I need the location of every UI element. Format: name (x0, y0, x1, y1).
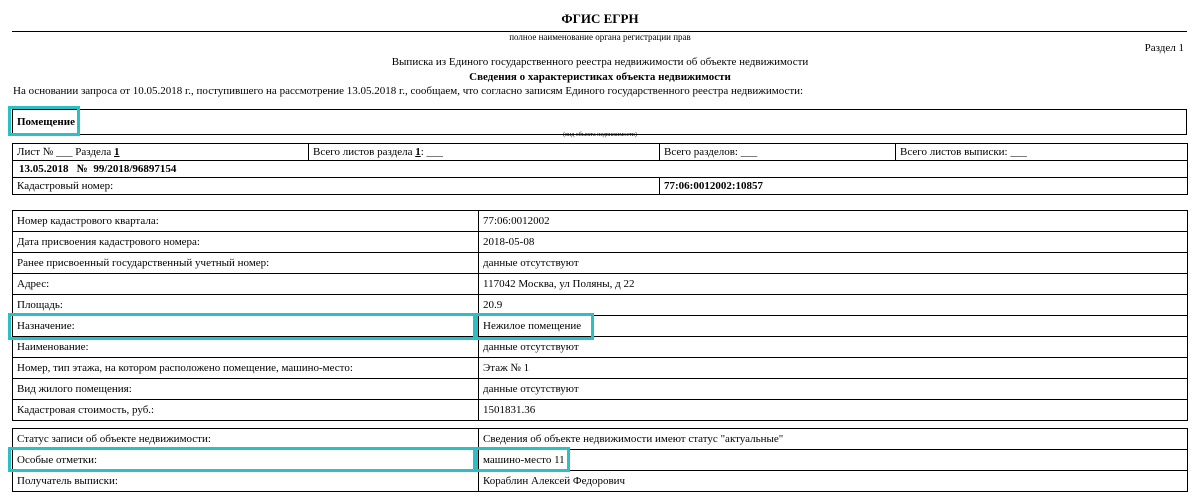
row-value: 20.9 (479, 295, 1188, 316)
row-label: Адрес: (13, 274, 479, 295)
row-label: Дата присвоения кадастрового номера: (13, 232, 479, 253)
org-name: ФГИС ЕГРН (561, 11, 639, 26)
row-label: Наименование: (13, 337, 479, 358)
row-label: Номер кадастрового квартала: (13, 211, 479, 232)
row-value: данные отсутствуют (479, 379, 1188, 400)
total-sheets-extract-cell: Всего листов выписки: ___ (896, 144, 1188, 161)
row-value: Этаж № 1 (479, 358, 1188, 379)
date-number-cell: 13.05.2018 № 99/2018/96897154 (13, 161, 1188, 178)
total-sheets-section-cell: Всего листов раздела 1: ___ (309, 144, 660, 161)
row-value: Нежилое помещение (479, 316, 1188, 337)
row-value: данные отсутствуют (479, 253, 1188, 274)
row-value: 2018-05-08 (479, 232, 1188, 253)
row-label: Ранее присвоенный государственный учетный номер: (13, 253, 479, 274)
row-label: Назначение: (13, 316, 479, 337)
highlight-special-notes-label (8, 447, 476, 472)
highlight-purpose-label (8, 313, 476, 340)
row-label: Кадастровая стоимость, руб.: (13, 400, 479, 421)
sheet-number-cell: Лист № ___ Раздела 1 (13, 144, 309, 161)
total-sections-cell: Всего разделов: ___ (660, 144, 896, 161)
row-value: 117042 Москва, ул Поляны, д 22 (479, 274, 1188, 295)
cadastral-value: 77:06:0012002:10857 (660, 178, 1188, 195)
object-type: Помещение (17, 116, 75, 128)
special-notes-value: машино-место 11 (479, 450, 1188, 471)
basis-text: На основании запроса от 10.05.2018 г., поступившего на рассмотрение 13.05.2018 г., сообщаем, что согласно записям Единого государственного реестра недвижимости: (13, 85, 804, 97)
recipient-value: Кораблин Алексей Федорович (479, 471, 1188, 492)
sheet-info-table (12, 143, 1188, 195)
section-label: Раздел 1 (1144, 42, 1184, 54)
highlight-purpose-value (475, 313, 594, 340)
status-label: Статус записи об объекте недвижимости: (13, 429, 479, 450)
org-caption: полное наименование органа регистрации прав (509, 32, 691, 42)
highlight-object-type (8, 106, 80, 136)
row-value: 77:06:0012002 (479, 211, 1188, 232)
status-value: Сведения об объекте недвижимости имеют статус "актуальные" (479, 429, 1188, 450)
recipient-label: Получатель выписки: (13, 471, 479, 492)
row-label: Вид жилого помещения: (13, 379, 479, 400)
row-label: Площадь: (13, 295, 479, 316)
special-notes-label: Особые отметки: (13, 450, 479, 471)
highlight-special-notes-value (475, 447, 570, 472)
object-type-caption: (вид объекта недвижимости) (563, 132, 637, 138)
row-value: данные отсутствуют (479, 337, 1188, 358)
info-heading: Сведения о характеристиках объекта недвижимости (469, 71, 731, 83)
row-label: Номер, тип этажа, на котором расположено помещение, машино-место: (13, 358, 479, 379)
cadastral-label: Кадастровый номер: (13, 178, 660, 195)
extract-title: Выписка из Единого государственного реестра недвижимости об объекте недвижимости (391, 56, 809, 68)
row-value: 1501831.36 (479, 400, 1188, 421)
